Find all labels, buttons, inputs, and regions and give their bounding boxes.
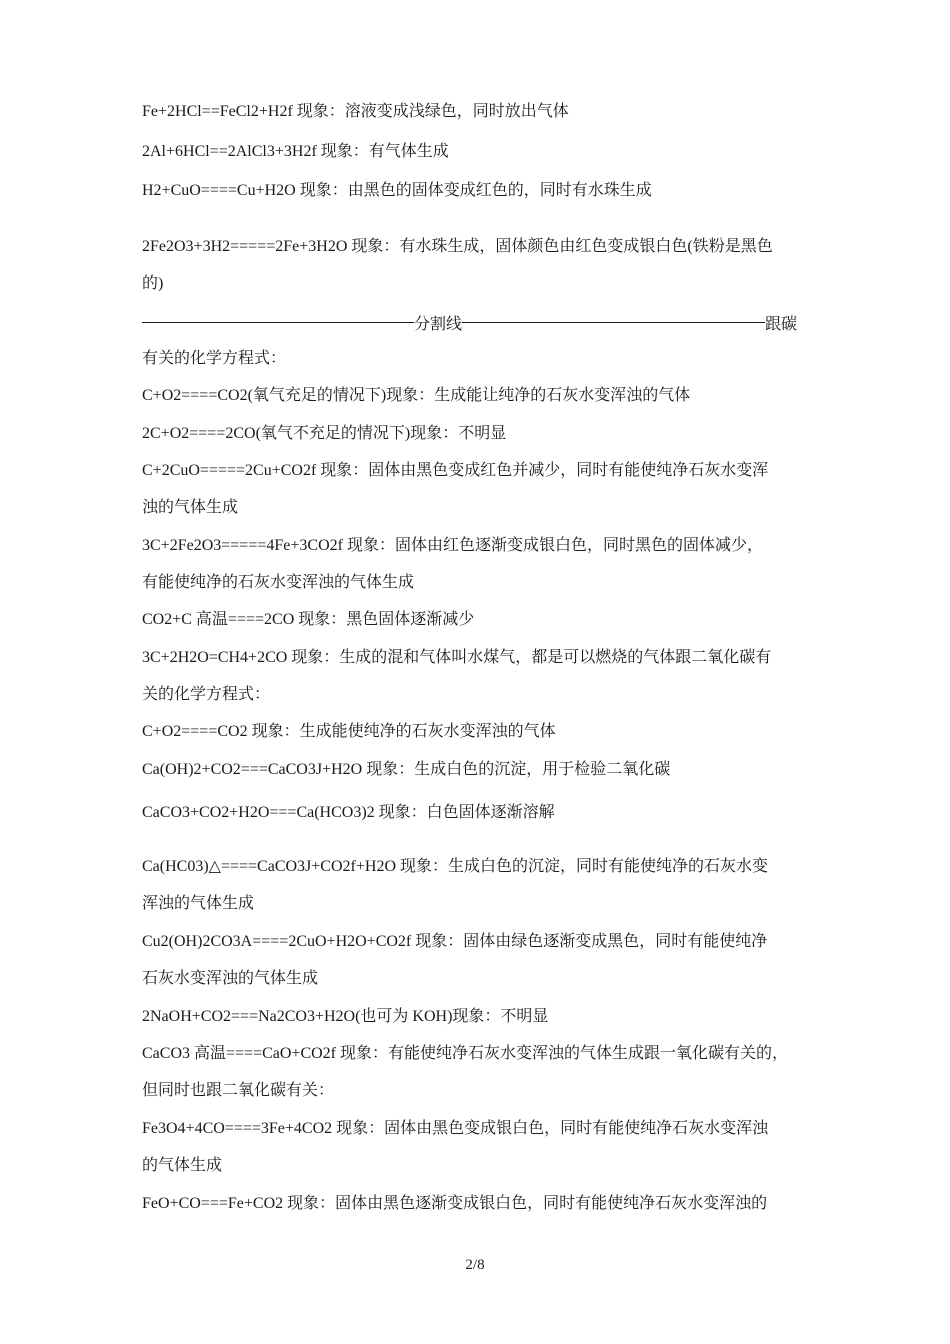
text-line: 石灰水变浑浊的气体生成: [142, 970, 319, 987]
text-line: FeO+CO===Fe+CO2 现象：固体由黑色逐渐变成银白色，同时有能使纯净石灰水变浑浊的: [142, 1195, 768, 1212]
text-line: 的气体生成: [142, 1157, 223, 1174]
text-line: 浑浊的气体生成: [142, 895, 255, 912]
text-line: Ca(OH)2+CO2===CaCO3J+H2O 现象：生成白色的沉淀，用于检验二氧化碳: [142, 761, 671, 778]
text-line: C+O2====CO2(氧气充足的情况下)现象：生成能让纯净的石灰水变浑浊的气体: [142, 387, 691, 404]
text-line: 的): [142, 275, 164, 292]
text-line: 有关的化学方程式：: [142, 350, 287, 367]
text-line: 关的化学方程式：: [142, 686, 271, 703]
text-line: 3C+2Fe2O3=====4Fe+3CO2f 现象：固体由红色逐渐变成银白色，同时黑色的固体减少，: [142, 537, 763, 554]
text-line: C+2CuO=====2Cu+CO2f 现象：固体由黑色变成红色并减少，同时有能使纯净石灰水变浑: [142, 462, 769, 479]
text-line: Ca(HC03)△====CaCO3J+CO2f+H2O 现象：生成白色的沉淀，同时有能使纯净的石灰水变: [142, 858, 768, 875]
text-line: CO2+C 高温====2CO 现象：黑色固体逐渐减少: [142, 611, 475, 628]
text-line: Cu2(OH)2CO3A====2CuO+H2O+CO2f 现象：固体由绿色逐渐变成黑色，同时有能使纯净: [142, 933, 768, 950]
text-line: CaCO3+CO2+H2O===Ca(HCO3)2 现象：白色固体逐渐溶解: [142, 804, 555, 821]
divider-label: 分割线: [414, 315, 463, 333]
text-line: 2NaOH+CO2===Na2CO3+H2O(也可为 KOH)现象：不明显: [142, 1008, 549, 1025]
text-line: CaCO3 高温====CaO+CO2f 现象：有能使纯净石灰水变浑浊的气体生成跟一氧化碳有关的，: [142, 1045, 789, 1062]
text-line: 2C+O2====2CO(氧气不充足的情况下)现象：不明显: [142, 425, 507, 442]
section-divider: [142, 312, 807, 332]
divider-tail: 跟碳: [765, 315, 798, 333]
text-line: Fe3O4+4CO====3Fe+4CO2 现象：固体由黑色变成银白色，同时有能使纯净石灰水变浑浊: [142, 1120, 769, 1137]
text-line: 有能使纯净的石灰水变浑浊的气体生成: [142, 574, 415, 591]
text-line: 2Fe2O3+3H2=====2Fe+3H2O 现象：有水珠生成，固体颜色由红色变成银白色(铁粉是黑色: [142, 238, 773, 255]
divider-rule-right: [462, 322, 765, 323]
text-line: 但同时也跟二氧化碳有关：: [142, 1082, 335, 1099]
text-line: H2+CuO====Cu+H2O 现象：由黑色的固体变成红色的，同时有水珠生成: [142, 182, 652, 199]
text-line: Fe+2HCl==FeCl2+H2f 现象：溶液变成浅绿色，同时放出气体: [142, 103, 569, 120]
text-line: 3C+2H2O=CH4+2CO 现象：生成的混和气体叫水煤气，都是可以燃烧的气体跟二氧化碳有: [142, 649, 772, 666]
divider-rule-left: [142, 322, 414, 323]
page-number: 2/8: [465, 1257, 485, 1273]
text-line: C+O2====CO2 现象：生成能使纯净的石灰水变浑浊的气体: [142, 723, 556, 740]
text-line: 2Al+6HCl==2AlCl3+3H2f 现象：有气体生成: [142, 143, 449, 160]
text-line: 浊的气体生成: [142, 499, 239, 516]
